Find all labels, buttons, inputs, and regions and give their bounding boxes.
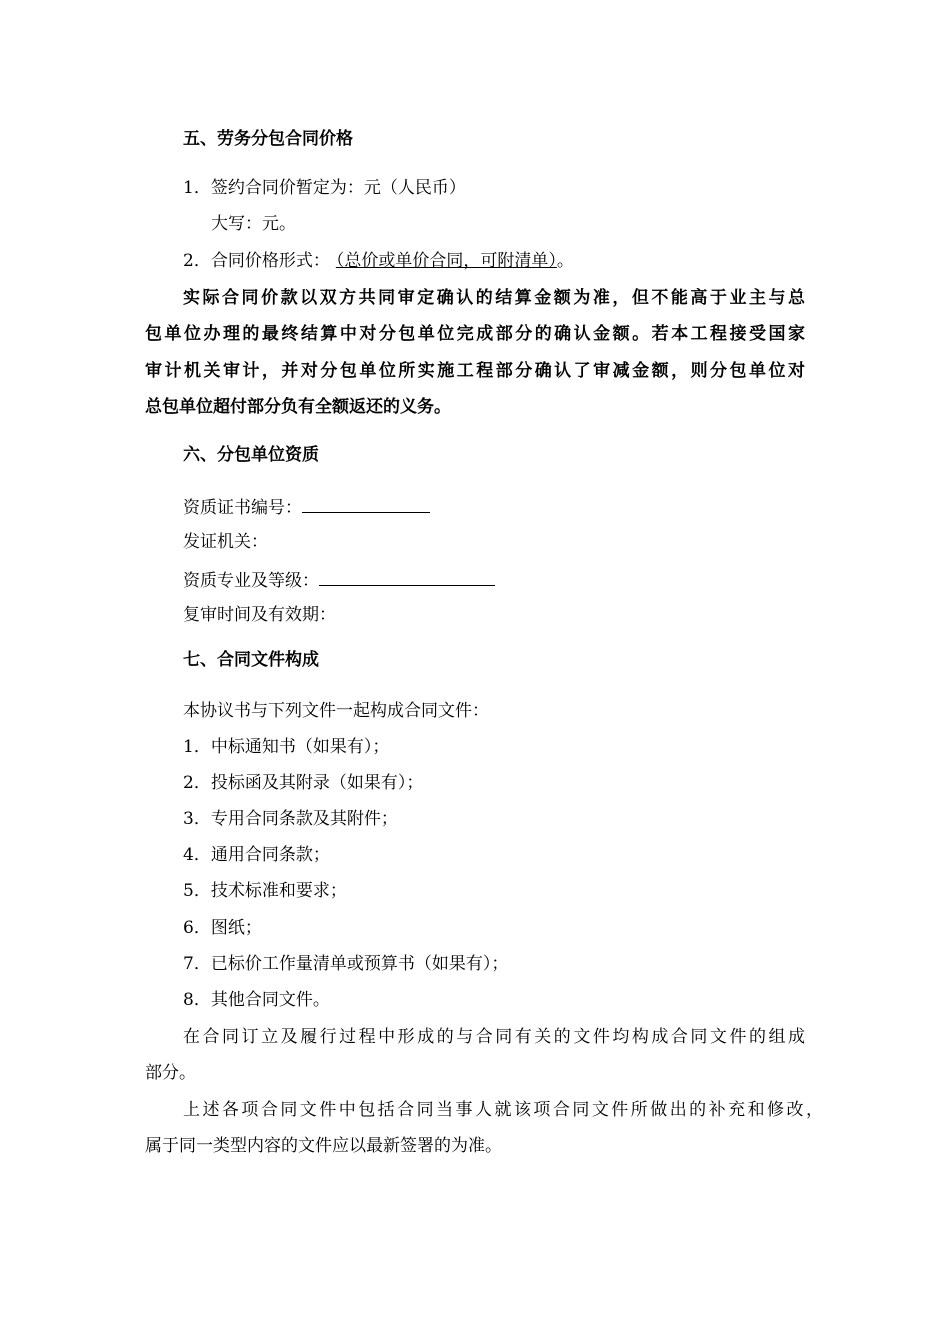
price-in-words: 大写：元。 (211, 214, 296, 234)
settlement-clause-line: 总包单位超付部分负有全额返还的义务。 (145, 397, 451, 417)
contract-price-item: 1．签约合同价暂定为：元（人民币） (183, 178, 466, 198)
price-form-label: 2．合同价格形式： (183, 251, 330, 271)
document-list-item: 3．专用合同条款及其附件； (183, 809, 398, 829)
cert-number-row (183, 494, 430, 520)
cert-number-label: 资质证书编号： (183, 498, 302, 518)
review-period-label: 复审时间及有效期： (183, 605, 336, 625)
document-list-item: 7．已标价工作量清单或预算书（如果有）； (183, 954, 509, 974)
settlement-clause-line: 实际合同价款以双方共同审定确认的结算金额为准，但不能高于业主与总 (183, 288, 805, 308)
document-list-item: 5．技术标准和要求； (183, 881, 347, 901)
settlement-clause-line: 审计机关审计，并对分包单位所实施工程部分确认了审减金额，则分包单位对 (145, 361, 805, 381)
price-form-value: （总价或单价合同，可附清单） (335, 251, 557, 271)
price-form-item (183, 249, 574, 273)
section-6-heading: 六、分包单位资质 (183, 445, 319, 465)
document-list-item: 2．投标函及其附录（如果有）； (183, 773, 424, 793)
section-7-heading: 七、合同文件构成 (183, 650, 319, 670)
documents-intro: 本协议书与下列文件一起构成合同文件： (183, 701, 489, 721)
grade-label: 资质专业及等级： (183, 571, 319, 591)
issuer-label: 发证机关： (183, 532, 268, 552)
grade-row (183, 567, 495, 593)
precedence-paragraph-line: 上述各项合同文件中包括合同当事人就该项合同文件所做出的补充和修改， (183, 1100, 823, 1120)
section-5-heading: 五、劳务分包合同价格 (183, 129, 353, 149)
documents-paragraph-line: 部分。 (145, 1063, 196, 1083)
document-list-item: 1．中标通知书（如果有）； (183, 737, 390, 757)
precedence-paragraph-line: 属于同一类型内容的文件应以最新签署的为准。 (145, 1136, 502, 1156)
price-form-suffix: 。 (556, 251, 574, 271)
document-list-item: 4．通用合同条款； (183, 845, 330, 865)
grade-blank (319, 567, 495, 586)
document-list-item: 6．图纸； (183, 918, 262, 938)
settlement-clause-line: 包单位办理的最终结算中对分包单位完成部分的确认金额。若本工程接受国家 (145, 324, 805, 344)
documents-paragraph-line: 在合同订立及履行过程中形成的与合同有关的文件均构成合同文件的组成 (183, 1027, 805, 1047)
cert-number-blank (302, 494, 430, 513)
document-list-item: 8．其他合同文件。 (183, 990, 330, 1010)
